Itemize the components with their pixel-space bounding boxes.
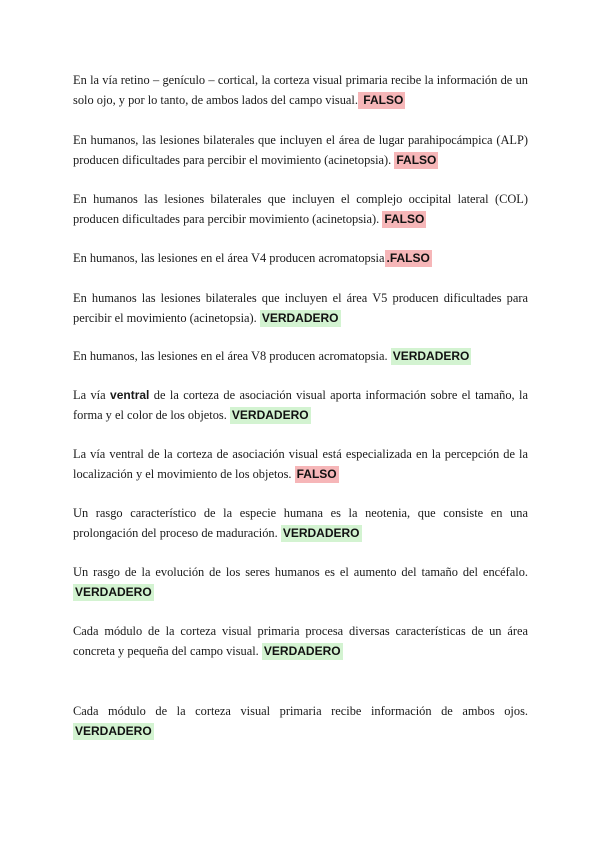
statement-text-start: La vía <box>73 388 111 402</box>
answer-true-badge: VERDADERO <box>75 585 152 599</box>
statement-11 <box>73 621 528 661</box>
statement-6 <box>73 346 528 366</box>
statement-5 <box>73 288 528 328</box>
statement-2 <box>73 130 528 170</box>
answer-false-badge: FALSO <box>384 212 425 226</box>
emphasized-word: ventral <box>110 388 150 402</box>
statement-4 <box>73 248 528 268</box>
statement-text: Un rasgo de la evolución de los seres humanos es el aumento del tamaño del encéfalo. <box>73 565 528 579</box>
statement-separator: . <box>354 93 358 107</box>
answer-false-badge: FALSO <box>359 93 404 107</box>
statement-text: En humanos, las lesiones en el área V8 producen acromatopsia. <box>73 349 388 363</box>
statement-8 <box>73 444 528 484</box>
statement-text: En la vía retino – genículo – cortical, la corteza visual primaria recibe la información de un solo ojo, y por lo tanto, de ambos lados del campo visual <box>73 73 528 107</box>
statement-10 <box>73 562 528 602</box>
statement-text: La vía ventral de la corteza de asociación visual está especializada en la percepción de la localización y el movimiento de los objetos. <box>73 447 528 481</box>
statement-7 <box>73 385 528 425</box>
answer-true-badge: VERDADERO <box>263 644 341 658</box>
statement-12 <box>73 701 528 741</box>
statement-1 <box>73 70 528 110</box>
statement-text: Cada módulo de la corteza visual primaria recibe información de ambos ojos. <box>73 704 528 718</box>
statement-text: En humanos, las lesiones en el área V4 producen acromatopsia <box>73 251 385 265</box>
answer-true-badge: VERDADERO <box>282 526 360 540</box>
answer-false-badge: FALSO <box>296 467 337 481</box>
statement-text: En humanos las lesiones bilaterales que incluyen el complejo occipital lateral (COL) producen dificultades para percibir movimiento (acinetopsia). <box>73 192 528 226</box>
statement-text: Cada módulo de la corteza visual primaria procesa diversas características de un área concreta y pequeña del campo visual. <box>73 624 528 658</box>
answer-true-badge: VERDADERO <box>231 408 309 422</box>
answer-true-badge: VERDADERO <box>261 311 339 325</box>
statement-text: En humanos las lesiones bilaterales que incluyen el área V5 producen dificultades para percibir el movimiento (acinetopsia). <box>73 291 528 325</box>
statement-3 <box>73 189 528 229</box>
answer-true-badge: VERDADERO <box>75 724 152 738</box>
statement-9 <box>73 503 528 543</box>
statement-text: de la corteza de asociación visual aporta información sobre el tamaño, la forma y el color de los objetos. <box>73 388 528 422</box>
answer-true-badge: VERDADERO <box>392 349 470 363</box>
answer-false-badge: FALSO <box>396 153 437 167</box>
statement-text: Un rasgo característico de la especie humana es la neotenia, que consiste en una prolongación del proceso de maduración. <box>73 506 528 540</box>
statement-text: En humanos, las lesiones bilaterales que incluyen el área de lugar parahipocámpica (ALP) producen dificultades para percibir el movimiento (acinetopsia). <box>73 133 528 167</box>
answer-false-badge: .FALSO <box>386 251 430 265</box>
